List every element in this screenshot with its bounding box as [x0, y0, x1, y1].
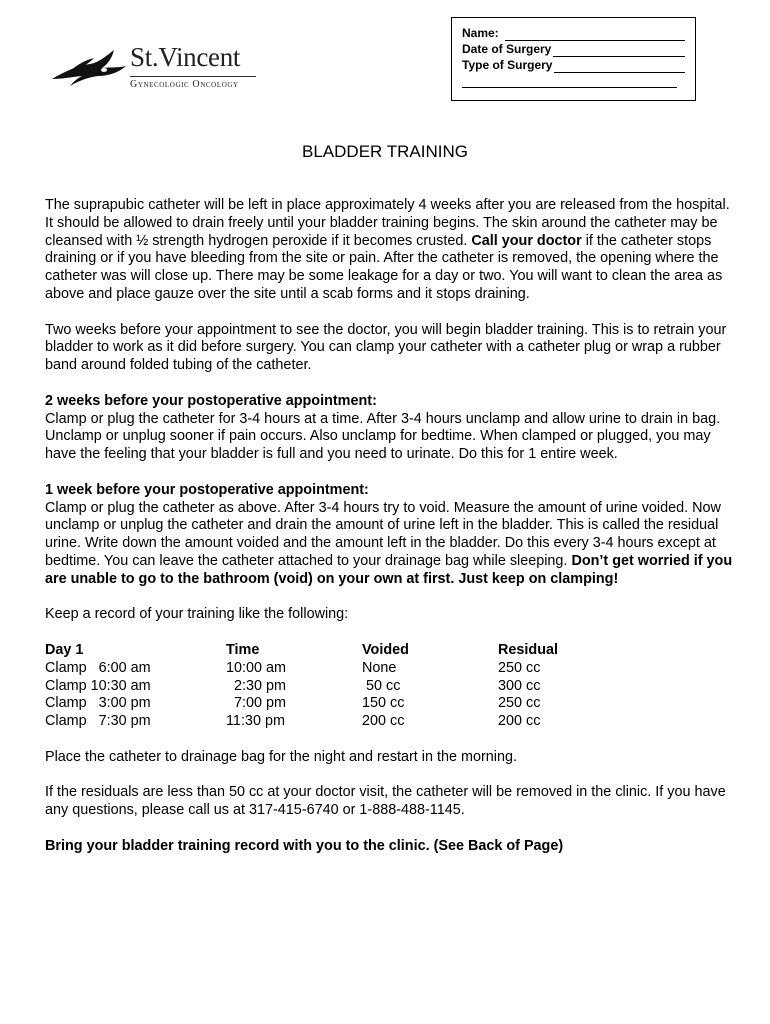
table-cell: 2:30 pm	[226, 677, 286, 694]
intro-paragraph	[45, 197, 735, 304]
table-cell: Clamp 10:30 am	[45, 677, 151, 694]
table-cell: Clamp 6:00 am	[45, 659, 151, 676]
table-header-row	[45, 642, 645, 660]
record-intro: Keep a record of your training like the following:	[45, 606, 349, 623]
table-row	[45, 695, 645, 713]
name-label: Name:	[462, 26, 499, 40]
dove-logo-icon	[50, 46, 130, 90]
closing-emphasis: Bring your bladder training record with you to the clinic. (See Back of Page)	[45, 837, 564, 854]
logo-subtitle: Gynecologic Oncology	[130, 79, 239, 90]
one-week-heading: 1 week before your postoperative appointment:	[45, 481, 369, 498]
table-cell: 50 cc	[362, 677, 401, 694]
one-week-section	[45, 482, 735, 589]
intro-text-a: The suprapubic catheter will be left in place approximately 4 weeks after you are released from the hospital. It should be allowed to drain freely until your bladder training begins. The skin around the catheter may be cleansed with ½ strength hydrogen peroxide if it becomes crusted.	[45, 197, 730, 249]
one-week-text: Clamp or plug the catheter as above. After 3-4 hours try to void. Measure the amount of urine voided. Now unclamp or unplug the catheter and drain the amount of urine left in the bladder. This is called the residual urine. Write down the amount voided and the amount left in the bladder. Do this every 3-4 hours except at bedtime. You can leave the catheter attached to your drainage bag while sleeping.	[45, 499, 721, 569]
two-weeks-text: Clamp or plug the catheter for 3-4 hours at a time. After 3-4 hours unclamp and allow urine to drain in bag. Unclamp or unplug sooner if pain occurs. Also unclamp for bedtime. When clamped or plugged, you may have the feeling that your bladder is full and you need to urinate. Do this for 1 entire week.	[45, 410, 721, 463]
type-of-surgery-field[interactable]	[554, 60, 685, 73]
date-of-surgery-label: Date of Surgery	[462, 42, 552, 56]
header-day: Day 1	[45, 641, 84, 658]
bladder-training-intro: Two weeks before your appointment to see the doctor, you will begin bladder training. This is to retrain your bladder to work as it did before surgery. You can clamp your catheter with a catheter plug or wrap a rubber band around folded tubing of the catheter.	[45, 321, 727, 374]
patient-info-box	[451, 17, 696, 101]
type-of-surgery-extra-line[interactable]	[462, 75, 677, 88]
table-cell: 200 cc	[362, 713, 405, 730]
type-of-surgery-row	[462, 57, 685, 73]
table-row	[45, 660, 645, 678]
table-row	[45, 678, 645, 696]
night-instructions: Place the catheter to drainage bag for the night and restart in the morning.	[45, 748, 517, 765]
logo-divider	[130, 76, 256, 77]
date-of-surgery-row	[462, 41, 685, 57]
document-body	[45, 197, 735, 873]
table-cell: 7:00 pm	[226, 695, 286, 712]
table-cell: Clamp 3:00 pm	[45, 695, 151, 712]
page-title: BLADDER TRAINING	[302, 142, 468, 161]
table-cell: 250 cc	[498, 695, 541, 712]
one-week-emphasis: Don’t get worried if you are unable to go to the bathroom (void) on your own at first. Just keep on clamping!	[45, 552, 733, 587]
name-row	[462, 25, 685, 41]
table-cell: 200 cc	[498, 713, 541, 730]
intro-text-b: if the catheter stops draining or if you have bleeding from the site or pain. After the catheter is removed, the opening where the catheter was will close up. There may be some leakage for a day or two. You will want to clean the area as above and place gauze over the site until a scab forms and it stops draining.	[45, 232, 723, 302]
header-residual: Residual	[498, 641, 558, 658]
training-record-table	[45, 642, 645, 731]
logo-name: St.Vincent	[130, 42, 241, 72]
table-cell: 300 cc	[498, 677, 541, 694]
table-cell: 250 cc	[498, 659, 541, 676]
table-cell: 10:00 am	[226, 659, 287, 676]
closing-instruction	[45, 838, 735, 856]
table-row	[45, 713, 645, 731]
date-of-surgery-field[interactable]	[553, 44, 685, 57]
table-cell: Clamp 7:30 pm	[45, 713, 151, 730]
residual-instructions: If the residuals are less than 50 cc at your doctor visit, the catheter will be removed in the clinic. If you have any questions, please call us at 317-415-6740 or 1-888-488-1145.	[45, 784, 726, 819]
header-voided: Voided	[362, 641, 409, 658]
st-vincent-logo	[50, 42, 270, 102]
table-cell: None	[362, 659, 397, 676]
name-field[interactable]	[505, 28, 685, 41]
header-time: Time	[226, 641, 260, 658]
two-weeks-section	[45, 393, 735, 464]
table-cell: 150 cc	[362, 695, 405, 712]
table-cell: 11:30 pm	[226, 713, 285, 730]
call-your-doctor-emphasis: Call your doctor	[471, 232, 582, 249]
two-weeks-heading: 2 weeks before your postoperative appointment:	[45, 392, 377, 409]
type-of-surgery-label: Type of Surgery	[462, 58, 553, 72]
